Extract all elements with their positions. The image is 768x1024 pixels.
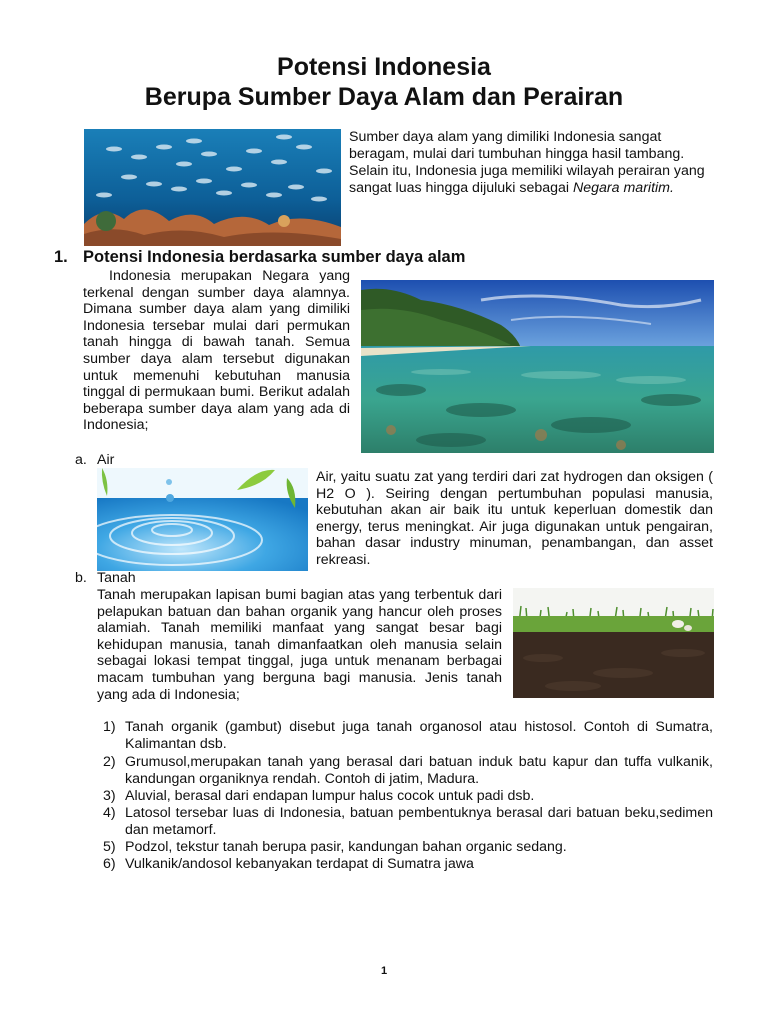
tanah-paragraph: Tanah merupakan lapisan bumi bagian atas yang terbentuk dari pelapukan batuan dan bahan organik yang hancur oleh proses alamiah. Tanah memiliki manfaat yang sangat besar bagi kehidupan manusia, tanah dimanfaatkan oleh manusia selain sebagai lokasi tempat tinggal, juga untuk menanam berbagai macam tumbuhan yang berguna bagi manusia. Jenis tanah yang ada di Indonesia;	[97, 587, 502, 703]
air-paragraph: Air, yaitu suatu zat yang terdiri dari zat hydrogen dan oksigen ( H2 O ). Seiring dengan pertumbuhan populasi manusia, kebutuhan akan air baik itu untuk keperluan domestik dan energy, terus meningkat. Air juga digunakan untuk pengairan, bahan dasar industry minuman, penambangan, dan asset rekreasi.	[316, 469, 713, 568]
water-drop-image	[97, 468, 308, 571]
soil-item-5: Podzol, tekstur tanah berupa pasir, kandungan bahan organic sedang.	[125, 839, 567, 855]
soil-item-6-number: 6)	[103, 856, 116, 872]
page-number: 1	[380, 965, 388, 977]
section-1-number: 1.	[54, 248, 68, 266]
soil-item-4-number: 4)	[103, 805, 116, 821]
intro-paragraph	[349, 129, 719, 197]
soil-item-6: Vulkanik/andosol kebanyakan terdapat di Sumatra jawa	[125, 856, 474, 872]
soil-item-3: Aluvial, berasal dari endapan lumpur halus cocok untuk padi dsb.	[125, 788, 535, 804]
soil-item-1: Tanah organik (gambut) disebut juga tanah organosol atau histosol. Contoh di Sumatra, Kalimantan dsb.	[125, 719, 713, 752]
soil-item-1-number: 1)	[103, 719, 116, 735]
beach-image	[361, 280, 714, 453]
title-line-1: Potensi Indonesia	[277, 53, 491, 81]
soil-image	[513, 588, 714, 698]
section-1-heading: Potensi Indonesia berdasarka sumber daya alam	[83, 248, 466, 266]
soil-item-4: Latosol tersebar luas di Indonesia, batuan pembentuknya berasal dari batuan beku,sedimen dan metamorf.	[125, 805, 713, 838]
intro-text: Sumber daya alam yang dimiliki Indonesia sangat beragam, mulai dari tumbuhan hingga hasil tambang. Selain itu, Indonesia juga memiliki wilayah perairan yang sangat luas hingga dijuluki sebagai	[349, 129, 705, 196]
title-line-2: Berupa Sumber Daya Alam dan Perairan	[144, 83, 624, 111]
tanah-marker: b.	[75, 570, 87, 586]
soil-item-2: Grumusol,merupakan tanah yang berasal dari batuan induk batu kapur dan tuffa vulkanik, kandungan organiknya rendah. Contoh di jatim, Madura.	[125, 754, 713, 787]
fish-reef-image	[84, 129, 341, 246]
intro-italic: Negara maritim.	[573, 180, 674, 196]
soil-item-3-number: 3)	[103, 788, 116, 804]
section-1-paragraph: Indonesia merupakan Negara yang terkenal dengan sumber daya alamnya. Dimana sumber daya alam yang dimiliki Indonesia tersebar mulai dari permukan tanah hingga di bawah tanah. Semua sumber daya alam tersebut digunakan untuk memenuhi kebutuhan manusia tinggal di permukaan bumi. Berikut adalah beberapa sumber daya alam yang ada di Indonesia;	[83, 268, 350, 434]
soil-item-5-number: 5)	[103, 839, 116, 855]
soil-item-2-number: 2)	[103, 754, 116, 770]
air-label: Air	[97, 452, 115, 468]
tanah-label: Tanah	[97, 570, 136, 586]
air-marker: a.	[75, 452, 87, 468]
